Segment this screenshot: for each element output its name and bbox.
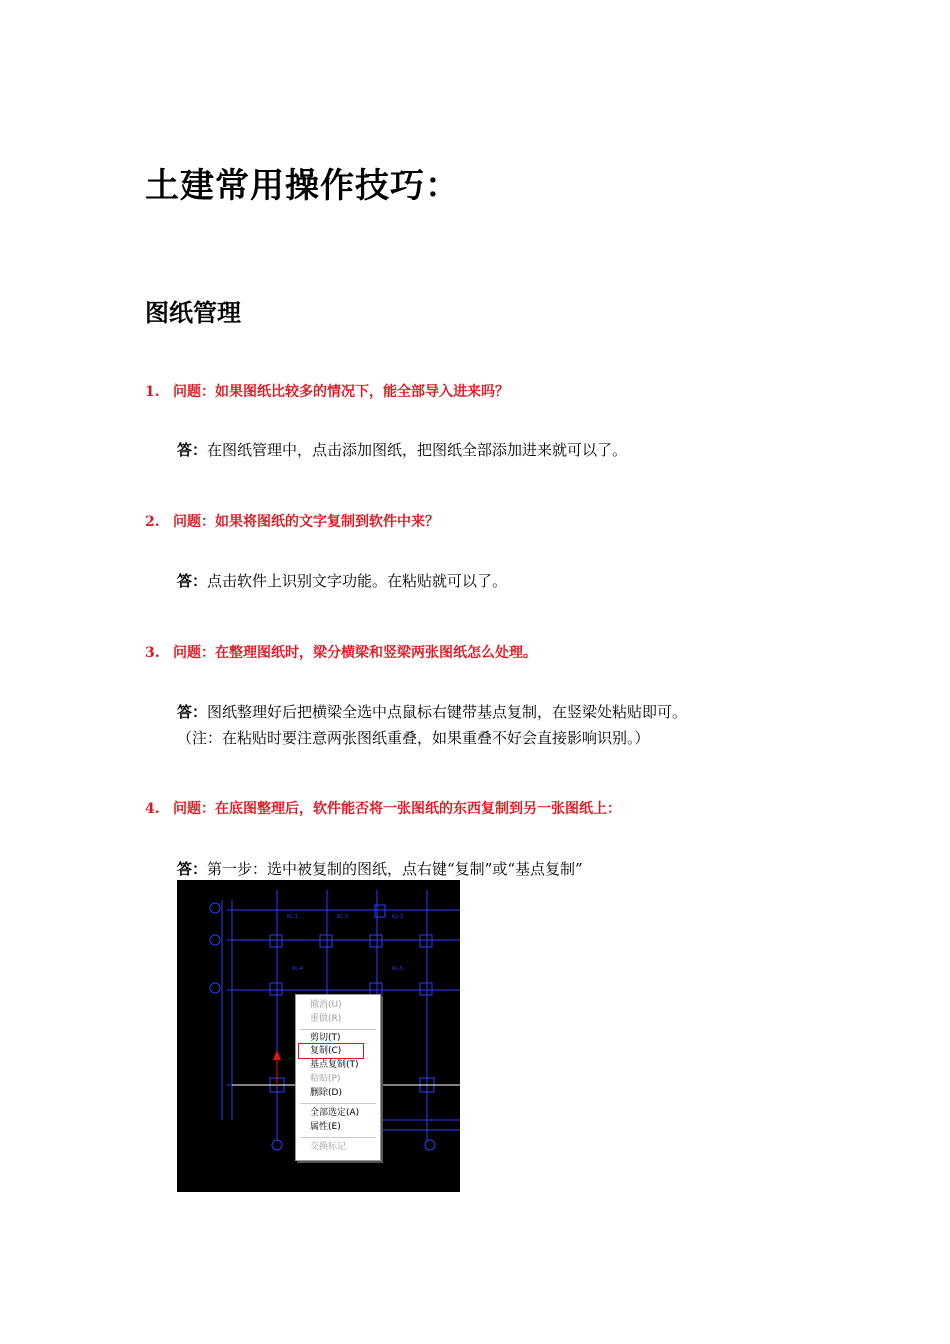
answer-3 bbox=[177, 700, 687, 724]
svg-text:KL-3: KL-3 bbox=[392, 914, 403, 920]
question-number: 3. bbox=[145, 645, 160, 661]
menu-item-select-all[interactable]: 全部选定(A) bbox=[310, 1108, 360, 1118]
answer-label: 答： bbox=[177, 703, 208, 721]
menu-item-cut[interactable]: 剪切(T) bbox=[310, 1033, 341, 1043]
answer-text: 图纸整理好后把横梁全选中点鼠标右键带基点复制，在竖梁处粘贴即可。 bbox=[207, 703, 688, 721]
svg-text:KL-1: KL-1 bbox=[287, 914, 298, 920]
menu-separator bbox=[300, 1103, 376, 1104]
menu-item-delete[interactable]: 删除(D) bbox=[310, 1088, 342, 1098]
answer-text: 第一步：选中被复制的图纸，点右键“复制”或“基点复制” bbox=[207, 860, 583, 878]
menu-item-properties[interactable]: 属性(E) bbox=[310, 1122, 341, 1132]
menu-item-undo[interactable]: 撤消(U) bbox=[310, 1000, 342, 1010]
svg-text:KL-4: KL-4 bbox=[292, 966, 303, 972]
menu-item-swap-marks[interactable]: 交换标记 bbox=[310, 1142, 347, 1152]
menu-separator bbox=[300, 1029, 376, 1030]
question-number: 2. bbox=[145, 514, 160, 530]
question-number: 1. bbox=[145, 384, 160, 400]
menu-item-paste[interactable]: 粘贴(P) bbox=[310, 1074, 341, 1084]
answer-3-note: （注：在粘贴时要注意两张图纸重叠，如果重叠不好会直接影响识别。） bbox=[177, 729, 650, 747]
section-title: 图纸管理 bbox=[145, 299, 241, 327]
context-menu bbox=[295, 994, 381, 1161]
answer-4 bbox=[177, 857, 583, 881]
question-2 bbox=[145, 511, 439, 531]
question-text: 问题：如果将图纸的文字复制到软件中来？ bbox=[173, 514, 439, 530]
question-1 bbox=[145, 381, 509, 401]
question-text: 问题：在底图整理后，软件能否将一张图纸的东西复制到另一张图纸上： bbox=[173, 801, 621, 817]
answer-1 bbox=[177, 438, 627, 462]
svg-text:KL-5: KL-5 bbox=[392, 966, 403, 972]
svg-text:KL-2: KL-2 bbox=[337, 914, 348, 920]
question-number: 4. bbox=[145, 801, 160, 817]
answer-label: 答： bbox=[177, 572, 208, 590]
menu-separator bbox=[300, 1137, 376, 1138]
question-text: 问题：如果图纸比较多的情况下，能全部导入进来吗？ bbox=[173, 384, 509, 400]
question-text: 问题：在整理图纸时，梁分横梁和竖梁两张图纸怎么处理。 bbox=[173, 645, 537, 661]
menu-item-copy[interactable]: 复制(C) bbox=[310, 1046, 342, 1056]
question-4 bbox=[145, 798, 621, 818]
answer-2 bbox=[177, 569, 507, 593]
page-title: 土建常用操作技巧： bbox=[145, 166, 460, 206]
cad-screenshot bbox=[177, 880, 460, 1192]
answer-text: 在图纸管理中，点击添加图纸，把图纸全部添加进来就可以了。 bbox=[207, 441, 628, 459]
answer-label: 答： bbox=[177, 441, 208, 459]
menu-item-base-point-copy[interactable]: 基点复制(T) bbox=[310, 1060, 359, 1070]
answer-label: 答： bbox=[177, 860, 208, 878]
menu-item-redo[interactable]: 重做(R) bbox=[310, 1014, 342, 1024]
answer-text: 点击软件上识别文字功能。在粘贴就可以了。 bbox=[207, 572, 508, 590]
question-3 bbox=[145, 642, 537, 662]
